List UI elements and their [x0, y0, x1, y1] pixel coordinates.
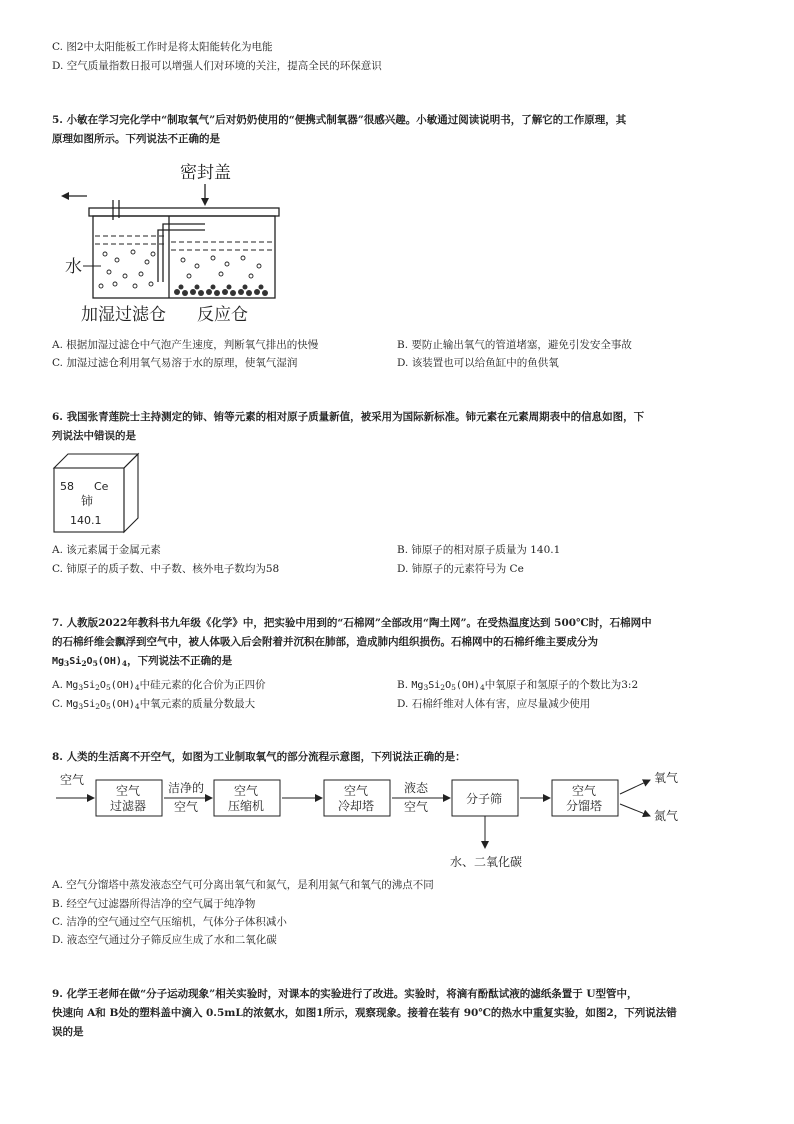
q5-option-a: A. 根据加湿过滤仓中气泡产生速度，判断氧气排出的快慢 — [52, 339, 319, 351]
q6-option-a: A. 该元素属于金属元素 — [52, 544, 161, 556]
q5-option-d: D. 该装置也可以给鱼缸中的鱼供氧 — [397, 357, 559, 369]
q6-option-d: D. 铈原子的元素符号为 Ce — [397, 563, 524, 575]
oxygen-generator-diagram — [55, 158, 295, 326]
q7-option-d: D. 石棉纤维对人体有害，应尽量减少使用 — [397, 698, 591, 710]
box1-line2: 过滤器 — [110, 799, 147, 813]
question-6-line2: 列说法中错误的是 — [52, 430, 136, 442]
output-nitrogen: 氮气 — [654, 809, 679, 823]
reaction-chamber-label: 反应仓 — [197, 305, 248, 325]
question-5-line2: 原理如图所示。下列说法不正确的是 — [52, 133, 220, 145]
box3-line2: 冷却塔 — [338, 799, 375, 813]
box3-line1: 空气 — [344, 784, 369, 798]
flow-input-label: 空气 — [60, 773, 85, 787]
question-9-line3: 误的是 — [52, 1026, 84, 1038]
question-6-line1: 6. 我国张青莲院士主持测定的铈、铕等元素的相对原子质量新值，被采用为国际新标准。铈元素在元素周期表中的信息如图，下 — [52, 411, 645, 423]
atomic-mass: 140.1 — [70, 514, 102, 527]
question-8-line1: 8. 人类的生活离不开空气，如图为工业制取氧气的部分流程示意图，下列说法正确的是： — [52, 751, 466, 763]
element-cell-cerium — [52, 452, 142, 534]
question-5-line1: 5. 小敏在学习完化学中“制取氧气”后对奶奶使用的“便携式制氧器”很感兴趣。小敏通过阅读说明书，了解它的工作原理，其 — [52, 114, 627, 126]
element-symbol: Ce — [94, 480, 109, 493]
q8-option-a: A. 空气分馏塔中蒸发液态空气可分离出氧气和氮气，是利用氮气和氧气的沸点不同 — [52, 879, 434, 891]
q5-option-b: B. 要防止输出氧气的管道堵塞，避免引发安全事故 — [397, 339, 632, 351]
question-7-line3: $Mg_3Si_2O_5(OH)_4$，下列说法不正确的是 — [52, 655, 233, 668]
q7-option-a: A. $Mg_3Si_2O_5(OH)_4$中硅元素的化合价为正四价 — [52, 679, 266, 692]
box4-label: 分子筛 — [466, 792, 503, 806]
output-oxygen: 氧气 — [654, 771, 679, 785]
q7-option-c: C. $Mg_3Si_2O_5(OH)_4$中氧元素的质量分数最大 — [52, 698, 256, 711]
question-7-line2: 的石棉纤维会飘浮到空气中，被人体吸入后会附着并沉积在肺部，造成肺内组织损伤。石棉网中的石棉纤维主要成分为 — [52, 636, 598, 648]
arrow3-line2: 空气 — [404, 800, 429, 814]
q5-option-c: C. 加湿过滤仓利用氧气易溶于水的原理，使氧气湿润 — [52, 357, 298, 369]
down-output: 水、二氧化碳 — [450, 855, 523, 869]
box2-line2: 压缩机 — [228, 799, 265, 813]
lid-label: 密封盖 — [180, 163, 231, 183]
q8-option-c: C. 洁净的空气通过空气压缩机，气体分子体积减小 — [52, 916, 287, 928]
question-9-line1: 9. 化学王老师在做“分子运动现象”相关实验时，对课本的实验进行了改进。实验时，将滴有酚酞试液的滤纸条置于 U型管中， — [52, 988, 638, 1000]
box1-line1: 空气 — [116, 784, 141, 798]
arrow1-line1: 洁净的 — [168, 781, 205, 795]
box2-line1: 空气 — [234, 784, 259, 798]
option-c-prev: C. 图2中太阳能板工作时是将太阳能转化为电能 — [52, 41, 273, 53]
box5-line1: 空气 — [572, 784, 597, 798]
q6-option-c: C. 铈原子的质子数、中子数、核外电子数均为58 — [52, 563, 280, 575]
arrow1-line2: 空气 — [174, 800, 199, 814]
option-d-prev: D. 空气质量指数日报可以增强人们对环境的关注，提高全民的环保意识 — [52, 60, 382, 72]
q8-option-d: D. 液态空气通过分子筛反应生成了水和二氧化碳 — [52, 934, 277, 946]
q6-option-b: B. 铈原子的相对原子质量为 140.1 — [397, 544, 561, 556]
oxygen-production-flowchart — [52, 766, 692, 874]
question-7-line1: 7. 人教版2022年教科书九年级《化学》中，把实验中用到的“石棉网”全部改用“陶土网”。在受热温度达到 500℃时，石棉网中 — [52, 617, 652, 629]
element-name: 铈 — [81, 494, 94, 508]
q8-option-b: B. 经空气过滤器所得洁净的空气属于纯净物 — [52, 898, 256, 910]
question-9-line2: 快速向 A和 B处的塑料盖中滴入 0.5mL的浓氨水，如图1所示，观察现象。接着在装有 90℃的热水中重复实验，如图2，下列说法错 — [52, 1007, 677, 1019]
water-label: 水 — [65, 257, 82, 277]
box5-line2: 分馏塔 — [566, 799, 603, 813]
filter-chamber-label: 加湿过滤仓 — [81, 305, 166, 325]
q7-option-b: B. $Mg_3Si_2O_5(OH)_4$中氧原子和氢原子的个数比为3:2 — [397, 679, 639, 692]
atomic-number: 58 — [60, 480, 74, 493]
arrow3-line1: 液态 — [404, 781, 429, 795]
